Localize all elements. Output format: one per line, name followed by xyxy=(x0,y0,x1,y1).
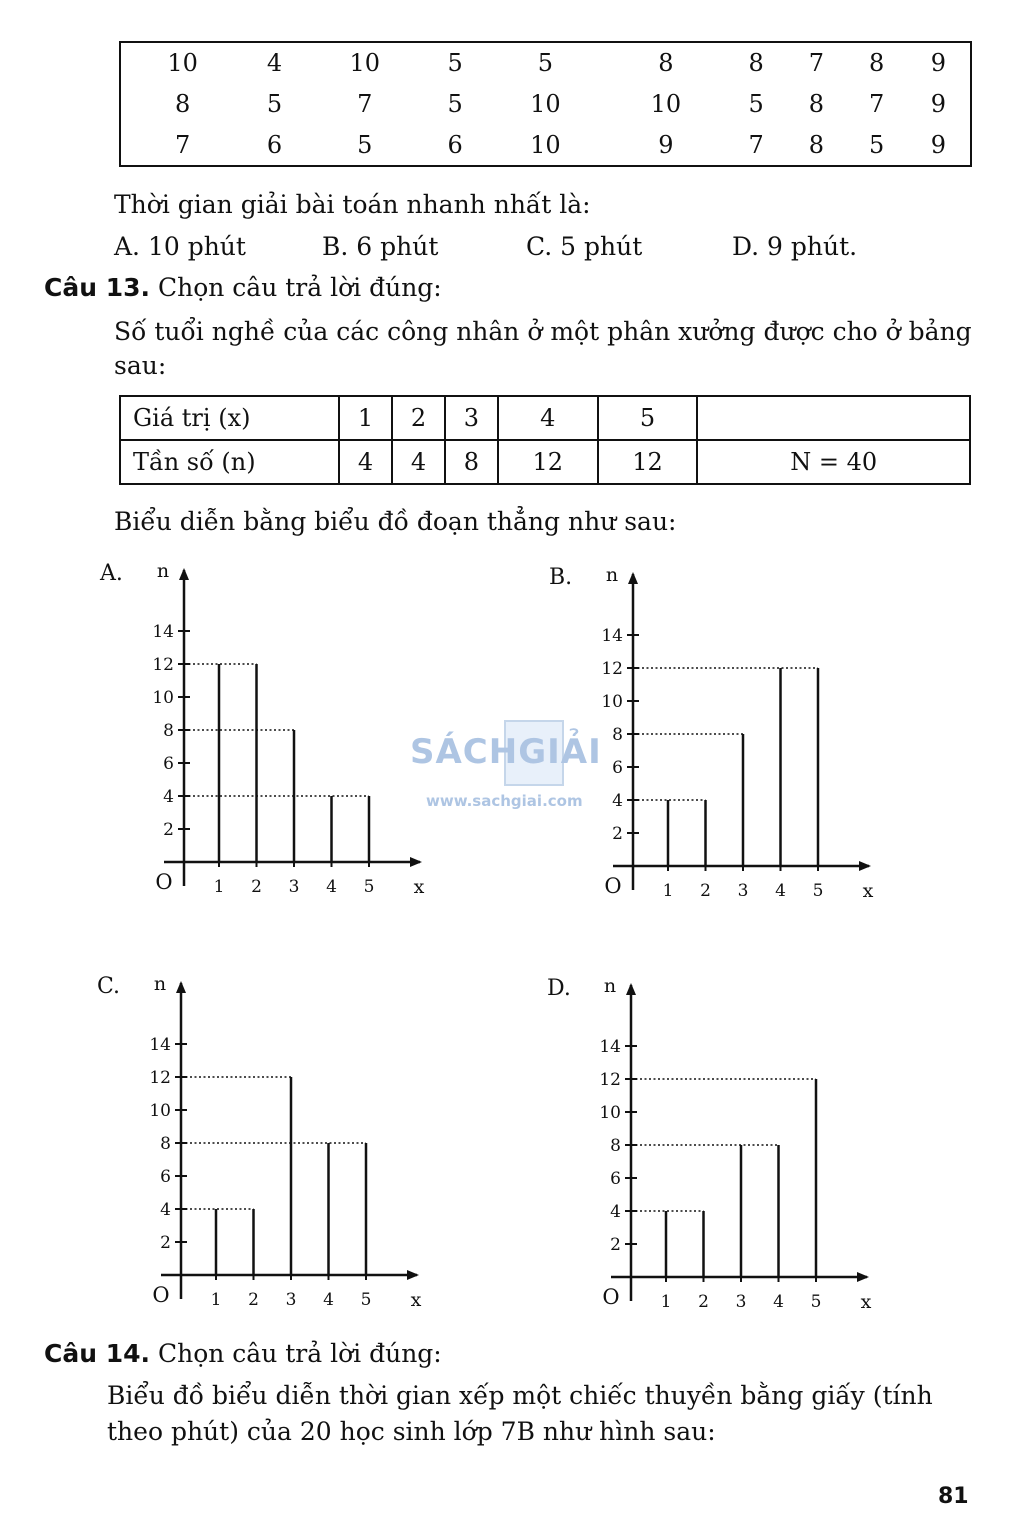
x-tick-label: 2 xyxy=(698,1292,709,1312)
data-table-cell: 7 xyxy=(357,89,373,118)
y-axis-arrow xyxy=(628,572,638,584)
value-cell: 3 xyxy=(445,396,498,440)
data-table-cell: 10 xyxy=(349,49,381,78)
data-table-cell: 9 xyxy=(930,130,947,159)
y-axis-arrow xyxy=(179,568,189,580)
data-table-cell: 5 xyxy=(447,49,463,78)
y-tick-label: 12 xyxy=(601,659,623,679)
data-table-cell: 7 xyxy=(808,49,825,78)
y-axis-label: n xyxy=(603,975,617,997)
x-tick-label: 3 xyxy=(737,881,749,901)
x-tick-label: 1 xyxy=(662,881,674,901)
value-cell: 5 xyxy=(598,396,698,440)
origin-label: O xyxy=(155,870,173,894)
y-tick-label: 4 xyxy=(612,791,623,811)
origin-label: O xyxy=(152,1283,170,1307)
x-axis-label: x xyxy=(862,880,874,902)
data-table-cell: 10 xyxy=(650,89,682,118)
x-tick-label: 3 xyxy=(285,1290,297,1310)
y-tick-label: 2 xyxy=(610,1235,621,1255)
q13-line1: Số tuổi nghề của các công nhân ở một phân xưởng được cho ở bảng xyxy=(114,317,972,346)
y-tick-label: 6 xyxy=(612,758,623,778)
x-tick-label: 4 xyxy=(775,881,786,901)
y-axis-arrow xyxy=(176,981,186,993)
chart-option-label: D. xyxy=(547,976,571,1001)
chart-option-label: C. xyxy=(97,974,121,999)
y-tick-label: 8 xyxy=(610,1136,621,1156)
chart-option-label: A. xyxy=(100,561,123,586)
watermark-brand xyxy=(410,732,602,772)
x-tick-label: 1 xyxy=(210,1290,222,1310)
x-tick-label: 2 xyxy=(700,881,711,901)
y-tick-label: 14 xyxy=(149,1035,171,1055)
x-axis-label: x xyxy=(410,1289,422,1311)
y-tick-label: 4 xyxy=(163,787,174,807)
chart-option-label: B. xyxy=(549,565,573,590)
data-table-cell: 10 xyxy=(530,89,561,118)
y-tick-label: 8 xyxy=(160,1134,171,1154)
data-table-cell: 9 xyxy=(930,49,947,78)
data-table-cell: 6 xyxy=(266,130,283,159)
data-table-cell: 8 xyxy=(808,89,825,118)
y-tick-label: 2 xyxy=(163,820,174,840)
y-axis-label: n xyxy=(153,973,167,995)
data-table-cell: 7 xyxy=(175,130,191,159)
data-table-cell: 5 xyxy=(537,49,554,78)
data-table-cell: 6 xyxy=(447,130,463,159)
q12-prompt: Thời gian giải bài toán nhanh nhất là: xyxy=(114,190,591,219)
x-tick-label: 3 xyxy=(735,1292,747,1312)
x-tick-label: 4 xyxy=(326,877,337,897)
value-header: Giá trị (x) xyxy=(120,396,339,440)
value-cell: 4 xyxy=(498,396,598,440)
q12-option-b: B. 6 phút xyxy=(322,232,439,261)
y-tick-label: 12 xyxy=(149,1068,171,1088)
y-tick-label: 10 xyxy=(152,688,174,708)
q12-option-a: A. 10 phút xyxy=(114,232,246,261)
y-tick-label: 10 xyxy=(149,1101,171,1121)
data-table-cell: 5 xyxy=(868,130,885,159)
x-axis-arrow xyxy=(859,861,871,871)
x-tick-label: 3 xyxy=(288,877,300,897)
x-axis-label: x xyxy=(860,1291,872,1313)
frequency-cell: 8 xyxy=(445,440,498,484)
y-tick-label: 10 xyxy=(599,1103,621,1123)
q14-line2: theo phút) của 20 học sinh lớp 7B như hình sau: xyxy=(107,1417,716,1446)
q13-line2: sau: xyxy=(114,351,167,380)
x-axis-arrow xyxy=(857,1272,869,1282)
frequency-cell: 4 xyxy=(392,440,445,484)
x-tick-label: 1 xyxy=(660,1292,672,1312)
data-table-cell: 8 xyxy=(868,49,885,78)
data-table-cell: 5 xyxy=(447,89,463,118)
y-tick-label: 12 xyxy=(599,1070,621,1090)
page-number: 81 xyxy=(938,1484,969,1509)
data-table-cell: 5 xyxy=(266,89,283,118)
q13-instruction: Chọn câu trả lời đúng: xyxy=(157,273,442,302)
frequency-cell: 12 xyxy=(498,440,598,484)
q14-line1: Biểu đồ biểu diễn thời gian xếp một chiếc thuyền bằng giấy (tính xyxy=(107,1381,933,1410)
y-tick-label: 14 xyxy=(601,626,623,646)
data-table-cell: 7 xyxy=(868,89,885,118)
data-table-cell: 10 xyxy=(167,49,198,78)
data-table-cell: 8 xyxy=(175,89,191,118)
x-tick-label: 5 xyxy=(810,1292,822,1312)
y-tick-label: 14 xyxy=(599,1037,621,1057)
y-tick-label: 2 xyxy=(612,824,623,844)
value-cell: 2 xyxy=(392,396,445,440)
y-tick-label: 8 xyxy=(612,725,623,745)
q14-instruction: Chọn câu trả lời đúng: xyxy=(157,1339,442,1368)
data-table-cell: 5 xyxy=(357,130,373,159)
data-table-cell: 4 xyxy=(266,49,283,78)
x-tick-label: 5 xyxy=(363,877,375,897)
data-table-cell: 8 xyxy=(748,49,764,78)
watermark-url: www.sachgiai.com xyxy=(426,792,583,810)
x-tick-label: 4 xyxy=(773,1292,784,1312)
x-tick-label: 2 xyxy=(251,877,262,897)
q13-label: Câu 13. xyxy=(44,273,151,302)
total-cell: N = 40 xyxy=(697,440,970,484)
data-table-cell: 10 xyxy=(530,130,561,159)
watermark xyxy=(410,718,620,818)
x-tick-label: 5 xyxy=(812,881,824,901)
y-tick-label: 12 xyxy=(152,655,174,675)
x-axis-arrow xyxy=(407,1270,419,1280)
frequency-header: Tần số (n) xyxy=(120,440,339,484)
origin-label: O xyxy=(604,874,622,898)
y-tick-label: 14 xyxy=(152,622,174,642)
x-axis-label: x xyxy=(413,876,425,898)
y-axis-arrow xyxy=(626,983,636,995)
y-tick-label: 6 xyxy=(160,1167,171,1187)
x-axis-arrow xyxy=(410,857,422,867)
y-tick-label: 6 xyxy=(610,1169,621,1189)
data-table-cell: 7 xyxy=(748,130,764,159)
y-tick-label: 2 xyxy=(160,1233,171,1253)
data-table-cell: 5 xyxy=(748,89,764,118)
y-tick-label: 6 xyxy=(163,754,174,774)
data-table-cell: 9 xyxy=(658,130,674,159)
value-cell: 1 xyxy=(339,396,392,440)
x-tick-label: 5 xyxy=(360,1290,372,1310)
y-axis-label: n xyxy=(156,560,170,582)
frequency-cell: 4 xyxy=(339,440,392,484)
y-tick-label: 8 xyxy=(163,721,174,741)
y-tick-label: 4 xyxy=(610,1202,621,1222)
q14-heading xyxy=(44,1339,442,1369)
frequency-cell: 12 xyxy=(598,440,698,484)
y-tick-label: 10 xyxy=(601,692,623,712)
watermark-brand-b: GIẢI xyxy=(518,732,602,772)
y-tick-label: 4 xyxy=(160,1200,171,1220)
chart-intro: Biểu diễn bằng biểu đồ đoạn thẳng như sau: xyxy=(114,507,677,536)
data-table-cell: 8 xyxy=(658,49,674,78)
watermark-brand-a: SÁCH xyxy=(410,732,519,772)
x-tick-label: 2 xyxy=(248,1290,259,1310)
q12-option-c: C. 5 phút xyxy=(526,232,643,261)
q14-label: Câu 14. xyxy=(44,1339,151,1368)
y-axis-label: n xyxy=(605,564,619,586)
x-tick-label: 4 xyxy=(323,1290,334,1310)
origin-label: O xyxy=(602,1285,620,1309)
x-tick-label: 1 xyxy=(213,877,225,897)
q12-option-d: D. 9 phút. xyxy=(732,232,858,261)
data-table-cell: 8 xyxy=(808,130,825,159)
data-table-cell: 9 xyxy=(930,89,947,118)
